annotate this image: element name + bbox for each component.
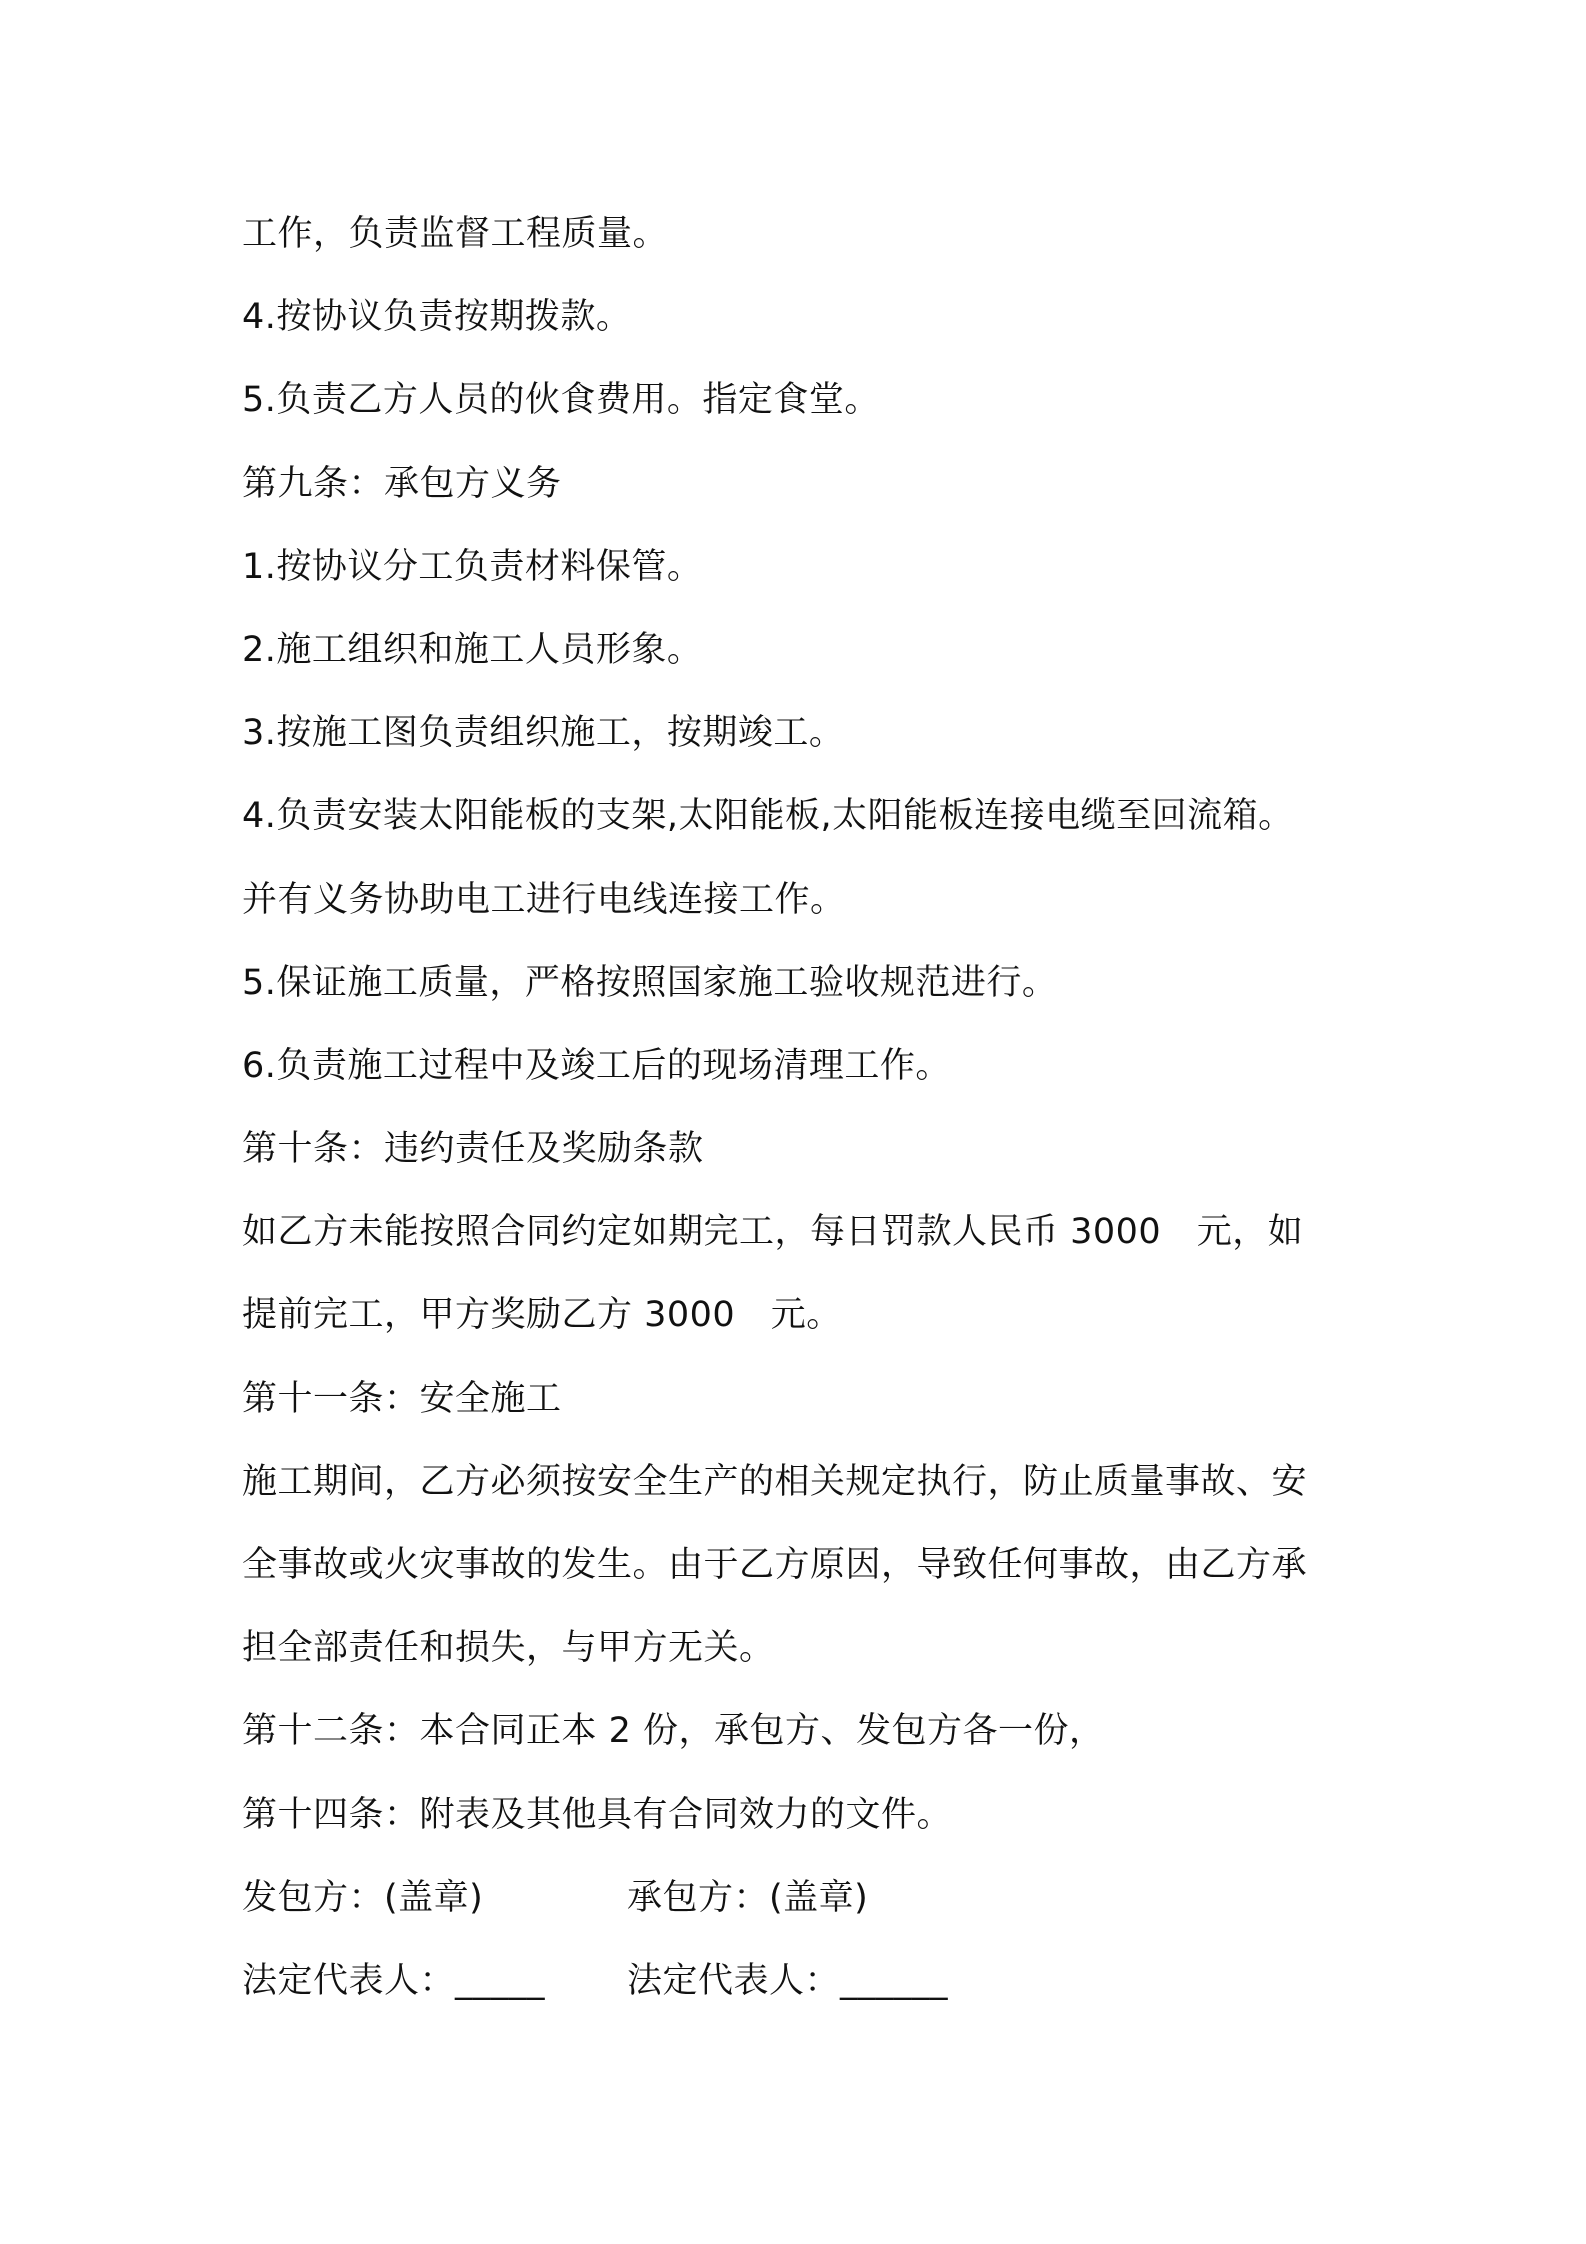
paragraph-line: 并有义务协助电工进行电线连接工作。: [242, 879, 846, 920]
section-heading: 第十四条：附表及其他具有合同效力的文件。: [242, 1794, 953, 1835]
paragraph-line: 6.负责施工过程中及竣工后的现场清理工作。: [242, 1045, 951, 1086]
section-heading: 第十二条：本合同正本 2 份，承包方、发包方各一份，: [242, 1711, 1105, 1752]
paragraph-line: 工作，负责监督工程质量。: [242, 214, 669, 254]
paragraph-line: 4.按协议负责按期拨款。: [242, 297, 632, 338]
party-b-representative-label: 法定代表人：______: [627, 1960, 949, 2001]
paragraph-line: 5.保证施工质量，严格按照国家施工验收规范进行。: [242, 962, 1058, 1003]
paragraph-line: 1.按协议分工负责材料保管。: [242, 546, 703, 587]
paragraph-line: 担全部责任和损失，与甲方无关。: [242, 1628, 775, 1669]
paragraph-line: 4.负责安装太阳能板的支架,太阳能板,太阳能板连接电缆至回流箱。: [242, 796, 1294, 837]
paragraph-line: 3.按施工图负责组织施工，按期竣工。: [242, 713, 845, 754]
paragraph-line: 2.施工组织和施工人员形象。: [242, 629, 703, 670]
paragraph-line: 5.负责乙方人员的伙食费用。指定食堂。: [242, 380, 880, 421]
party-b-seal-label: 承包方：(盖章): [627, 1877, 869, 1918]
party-a-representative-label: 法定代表人：_____: [242, 1960, 546, 2001]
paragraph-line: 全事故或火灾事故的发生。由于乙方原因，导致任何事故，由乙方承: [242, 1545, 1308, 1585]
paragraph-line: 如乙方未能按照合同约定如期完工，每日罚款人民币 3000 元，如: [242, 1212, 1304, 1253]
document-body: [242, 193, 1372, 2023]
party-a-seal-label: 发包方：(盖章): [242, 1877, 484, 1918]
paragraph-line: 施工期间，乙方必须按安全生产的相关规定执行，防止质量事故、安: [242, 1461, 1308, 1502]
seal-row: [242, 1857, 1372, 1940]
section-heading: 第十一条：安全施工: [242, 1378, 562, 1419]
section-heading: 第九条：承包方义务: [242, 463, 562, 504]
section-heading: 第十条：违约责任及奖励条款: [242, 1129, 704, 1170]
representative-row: [242, 1940, 1372, 2023]
paragraph-line: 提前完工，甲方奖励乙方 3000 元。: [242, 1295, 842, 1336]
